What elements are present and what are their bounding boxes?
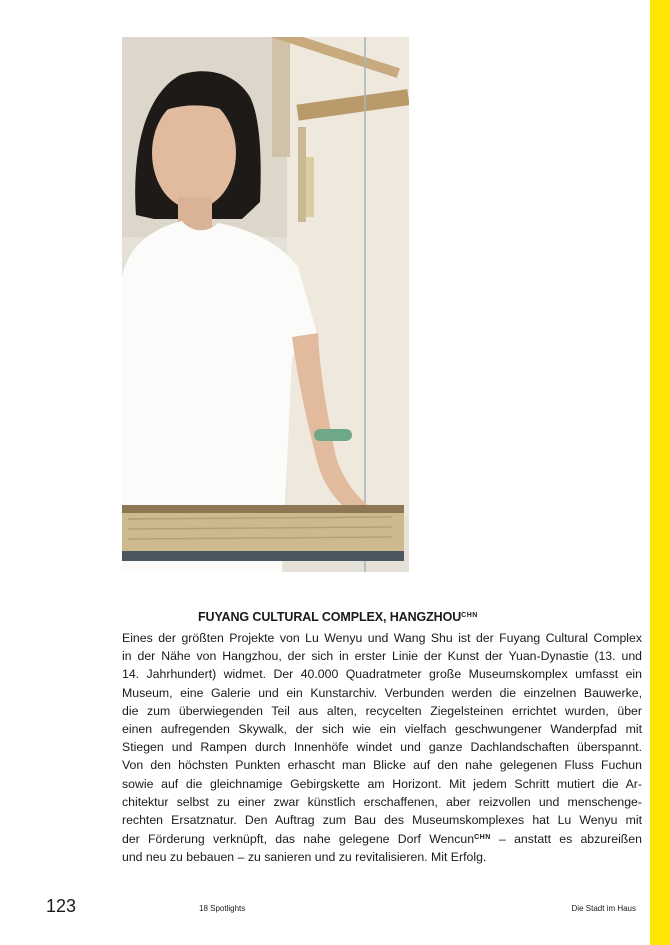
body-line-last: und neu zu bebauen – zu sanieren und zu revitalisieren. Mit Erfolg. xyxy=(122,850,487,865)
village-text-before: der Förderung verknüpft, das nahe gelegene Dorf Wencun xyxy=(122,832,475,847)
body-line-village xyxy=(122,829,642,848)
footer-section-label: 18 Spotlights xyxy=(199,904,246,913)
body-line: chitektur selbst zu einer zwar künstlich erschaffenen, aber reizvollen und menschenge- xyxy=(122,794,642,809)
body-line: sowie auf die gleichnamige Gebirgskette am Horizont. Mit jedem Schritt mutiert die Ar- xyxy=(122,776,642,791)
body-line: Museum, eine Galerie und ein Kunstarchiv. Verbunden werden die einzelnen Bauwerke, xyxy=(122,685,642,700)
body-line: Stiegen und Rampen durch Innenhöfe windet und ganze Dachlandschaften überspannt. xyxy=(122,740,642,755)
article-body xyxy=(122,629,642,867)
village-country-code: CHN xyxy=(474,834,491,842)
heading-text: FUYANG CULTURAL COMPLEX, HANGZHOU xyxy=(198,610,462,624)
body-line: Von den höchsten Punkten erhascht man Blicke auf den nahe gelegenen Fluss Fuchun xyxy=(122,758,642,773)
body-line: 14. Jahrhundert) widmet. Der 40.000 Quadratmeter große Museumskomplex umfasst ein xyxy=(122,667,642,682)
body-line: rechten Ersatznatur. Den Auftrag zum Bau des Museumskomplexes hat Lu Wenyu mit xyxy=(122,813,642,828)
footer-chapter-label: Die Stadt im Haus xyxy=(571,904,636,913)
body-line: einen aufregenden Skywalk, der sich wie ein vielfach geschwungener Wanderpfad mit xyxy=(122,722,642,737)
article-heading xyxy=(198,610,478,624)
accent-edge-bar xyxy=(650,0,670,945)
body-line: die zum überwiegenden Teil aus alten, recycelten Ziegelsteinen errichtet wurden, über xyxy=(122,703,642,718)
body-line: in der Nähe von Hangzhou, der sich in erster Linie der Kunst der Yuan-Dynastie (13. und xyxy=(122,649,642,664)
portrait-photo xyxy=(122,37,409,572)
heading-country-code: CHN xyxy=(461,612,478,619)
page-number: 123 xyxy=(46,896,77,916)
body-line: Eines der größten Projekte von Lu Wenyu und Wang Shu ist der Fuyang Cultural Complex xyxy=(122,631,642,645)
village-text-after: – anstatt es abzureißen xyxy=(490,832,642,847)
